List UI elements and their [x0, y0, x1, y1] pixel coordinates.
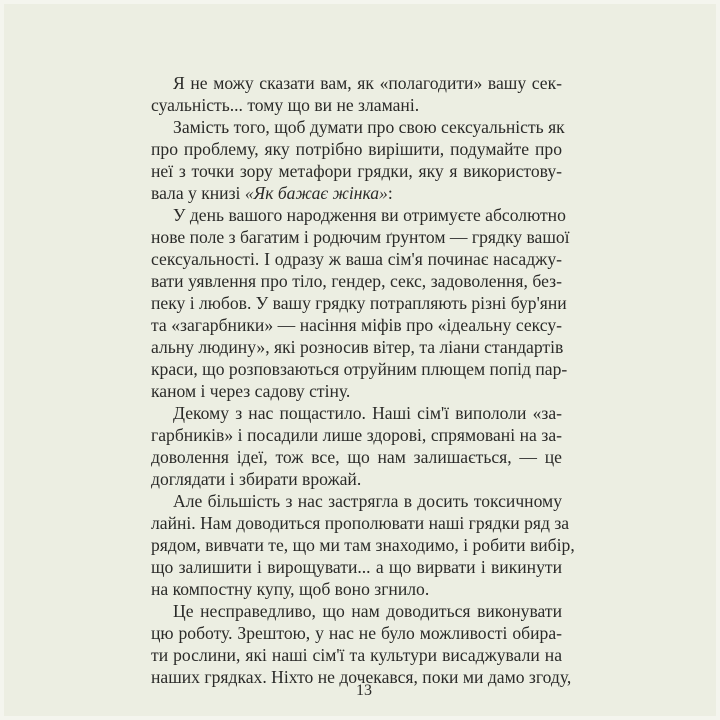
- book-title: «Як бажає жінка»: [244, 183, 388, 203]
- text-line: що залишити і вирощувати... а що вирвати і викинути: [151, 557, 562, 577]
- book-page: [4, 4, 716, 716]
- text-line: лайні. Нам доводиться прополювати наші грядки ряд за: [151, 513, 570, 533]
- text-line: Це несправедливо, що нам доводиться виконувати: [173, 601, 562, 621]
- text-line: каном і через садову стіну.: [151, 381, 351, 401]
- paragraph: [151, 116, 565, 204]
- paragraph: [151, 72, 562, 116]
- text-line: Декому з нас пощастило. Наші сім'ї випололи «за-: [173, 403, 562, 423]
- text-line: гарбників» і посадили лише здорові, спрямовані на за-: [151, 425, 562, 445]
- text-line: доглядати і збирати врожай.: [151, 469, 362, 489]
- text-line: пеку і любов. У вашу грядку потрапляють різні бур'яни: [151, 293, 567, 313]
- text-line: на компостну купу, щоб воно згнило.: [151, 579, 430, 599]
- text-line: ти рослини, які наші сім'ї та культури висаджували на: [151, 645, 562, 665]
- paragraph: [151, 204, 570, 402]
- text-line: цю роботу. Зрештою, у нас не було можливості обира-: [151, 623, 562, 643]
- text-line: Замість того, щоб думати про свою сексуальність як: [173, 117, 565, 137]
- text-line: Я не можу сказати вам, як «полагодити» вашу сек-: [173, 73, 562, 93]
- paragraph: [151, 402, 562, 490]
- text-line: доволення ідеї, тож все, що нам залишається, — це: [151, 447, 562, 467]
- text-line: нове поле з багатим і родючим ґрунтом — грядку вашої: [151, 227, 570, 247]
- text-line: суальність... тому що ви не зламані.: [151, 95, 420, 115]
- paragraph: [151, 490, 575, 600]
- page-number: 13: [356, 682, 372, 699]
- text-line: вала у книзі «Як бажає жінка»:: [151, 183, 393, 203]
- paragraph: [151, 600, 572, 688]
- body-text: [151, 72, 575, 688]
- text-line: У день вашого народження ви отримуєте абсолютно: [173, 205, 566, 225]
- text-line: альну людину», які розносив вітер, та ліани стандартів: [151, 337, 564, 357]
- text-line: сексуальності. І одразу ж ваша сім'я починає насаджу-: [151, 249, 562, 269]
- text-line: Але більшість з нас застрягла в досить токсичному: [173, 491, 562, 511]
- text-line: та «загарбники» — насіння міфів про «ідеальну сексу-: [151, 315, 562, 335]
- text-line: краси, що розповзаються отруйним плющем попід пар-: [151, 359, 568, 379]
- text-line: неї з точки зору метафори грядки, яку я використову-: [151, 161, 562, 181]
- text-line: наших грядках. Ніхто не дочекався, поки ми дамо згоду,: [151, 667, 572, 687]
- text-line: рядом, вивчати те, що ми там знаходимо, і робити вибір,: [151, 535, 575, 555]
- text-line: про проблему, яку потрібно вирішити, подумайте про: [151, 139, 562, 159]
- text-line: вати уявлення про тіло, гендер, секс, задоволення, без-: [151, 271, 562, 291]
